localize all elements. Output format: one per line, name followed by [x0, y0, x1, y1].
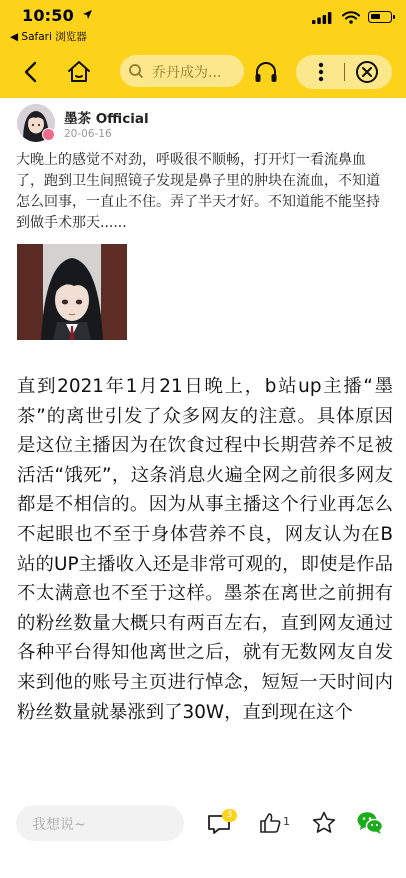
bottom-action-bar — [0, 796, 406, 878]
back-chevron-icon[interactable] — [16, 57, 46, 87]
search-placeholder: 乔丹成为... — [152, 65, 222, 81]
home-icon[interactable] — [64, 57, 94, 87]
headphones-icon[interactable] — [252, 57, 280, 87]
verified-badge — [42, 128, 55, 141]
wechat-icon[interactable] — [356, 810, 384, 836]
more-vertical-icon[interactable] — [308, 59, 334, 85]
capsule-divider — [344, 63, 345, 81]
comment-placeholder: 我想说~ — [32, 817, 86, 833]
back-to-safari-link[interactable]: ◀ Safari 浏览器 — [10, 31, 87, 43]
post-text: 大晚上的感觉不对劲，呼吸很不顺畅，打开灯一看流鼻血了，跑到卫生间照镜子发现是鼻子里的肿块在流血，不知道怎么回事，一直止不住。弄了半天才好。不知道能不能坚持到做手术那天...... — [16, 152, 380, 231]
thumbs-up-icon[interactable] — [258, 811, 282, 835]
signal-icon — [312, 12, 332, 24]
wifi-icon — [342, 11, 360, 24]
location-arrow-icon — [82, 9, 93, 20]
post-date: 20-06-16 — [64, 128, 112, 140]
nav-bar — [0, 46, 406, 98]
post-image[interactable] — [17, 244, 127, 340]
quoted-post-card — [8, 98, 398, 340]
like-count: 1 — [283, 815, 290, 828]
search-icon — [128, 63, 144, 79]
status-bar — [0, 0, 406, 46]
mini-program-capsule — [296, 55, 392, 89]
status-time: 10:50 — [22, 6, 74, 25]
battery-icon — [368, 11, 392, 23]
top-header — [0, 0, 406, 98]
author-name[interactable]: 墨茶 Official — [64, 111, 149, 127]
comment-input[interactable] — [16, 805, 184, 841]
close-circle-icon[interactable] — [354, 59, 380, 85]
star-icon[interactable] — [311, 810, 337, 836]
comment-count-badge: 3 — [222, 809, 237, 822]
article-body: 直到2021年1月21日晚上，b站up主播“墨茶”的离世引发了众多网友的注意。具体原因是这位主播因为在饮食过程中长期营养不足被活活“饿死”，这条消息火遍全网之前很多网友都是不相信的。因为从事主播这个行业再怎么不起眼也不至于身体营养不良，网友认为在B站的UP主播收入还是非常可观的，即使是作品不太满意也不至于这样。墨茶在离世之前拥有的粉丝数量大概只有两百左右，直到网友通过各种平台得知他离世之后，就有无数网友自发来到他的账号主页进行悼念，短短一天时间内粉丝数量就暴涨到了30W，直到现在这个 — [17, 376, 393, 723]
search-input[interactable] — [120, 55, 244, 87]
